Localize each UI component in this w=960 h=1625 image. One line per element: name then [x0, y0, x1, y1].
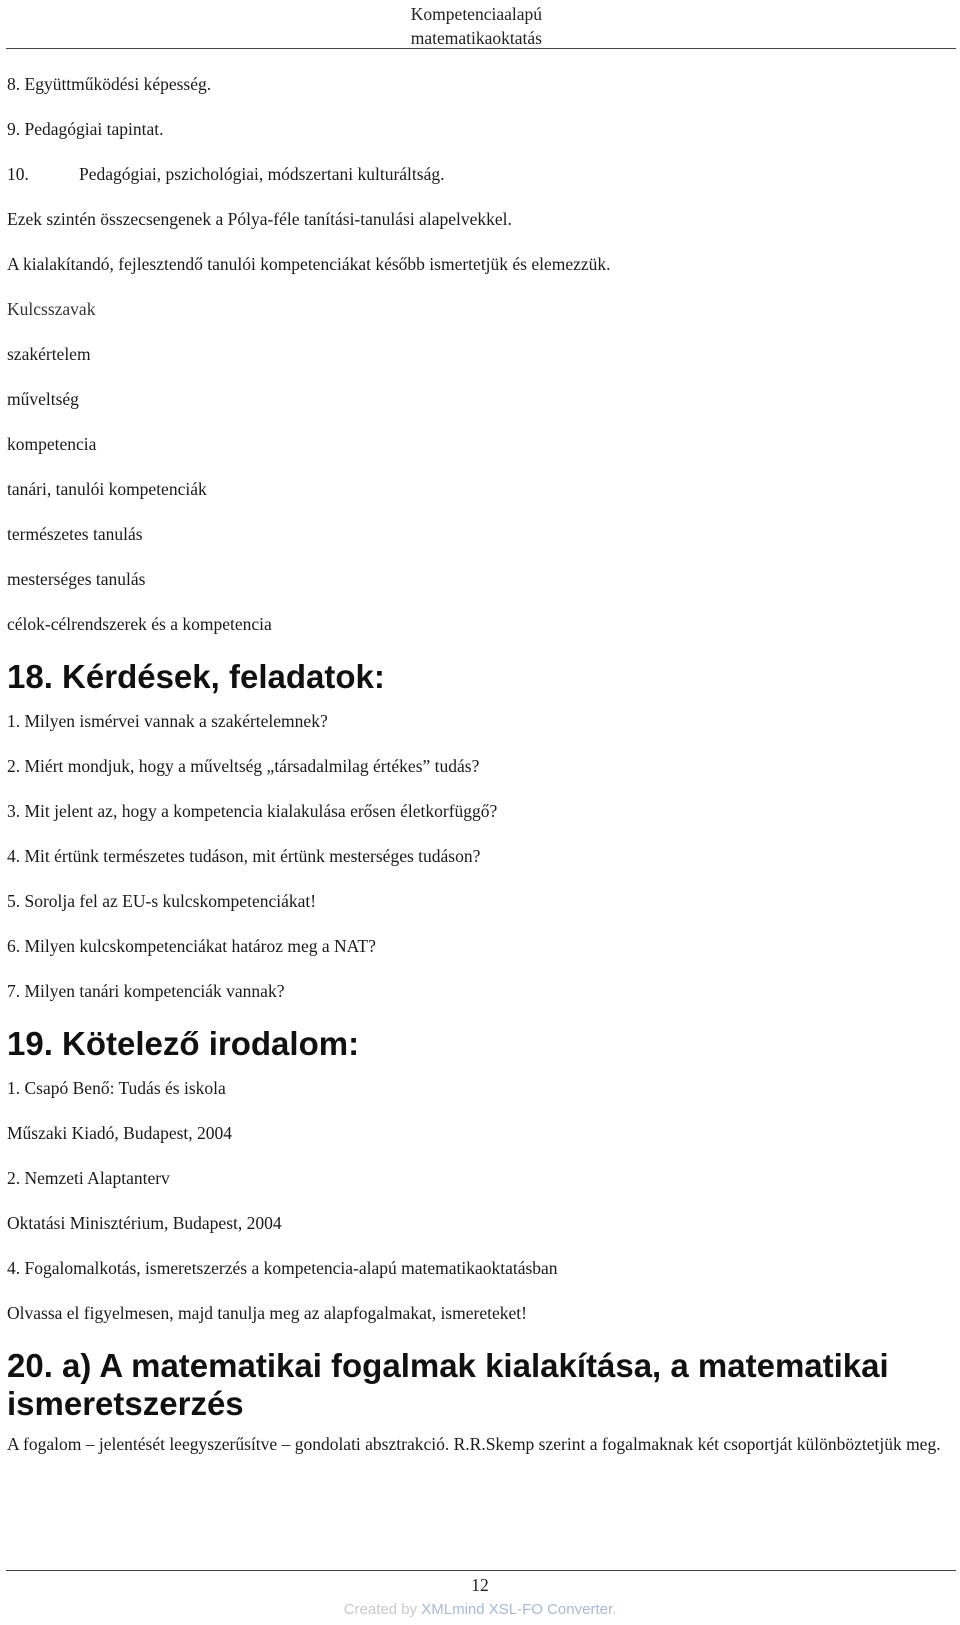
- reference-item: 2. Nemzeti Alaptanterv: [7, 1168, 170, 1188]
- question-item: 1. Milyen ismérvei vannak a szakértelemnek?: [7, 711, 328, 731]
- reference-item: Oktatási Minisztérium, Budapest, 2004: [7, 1213, 282, 1233]
- list-item-text: Együttműködési képesség.: [24, 74, 212, 94]
- list-item-text: Pedagógiai tapintat.: [24, 119, 164, 139]
- list-item: [7, 118, 955, 140]
- question-item: 2. Miért mondjuk, hogy a műveltség „társadalmilag értékes” tudás?: [7, 756, 480, 776]
- keyword-item: mesterséges tanulás: [7, 569, 146, 589]
- list-item-text: 8.: [7, 74, 21, 94]
- section-heading: 19. Kötelező irodalom:: [7, 1025, 360, 1062]
- reference-item: 1. Csapó Benő: Tudás és iskola: [7, 1078, 226, 1098]
- credit-prefix: Created by: [343, 1601, 422, 1618]
- question-item: 6. Milyen kulcskompetenciákat határoz meg a NAT?: [7, 936, 376, 956]
- reference-item: 4. Fogalomalkotás, ismeretszerzés a kompetencia-alapú matematikaoktatásban: [7, 1258, 558, 1278]
- question-item: 7. Milyen tanári kompetenciák vannak?: [7, 981, 285, 1001]
- header-line-1: Kompetenciaalapú: [410, 4, 542, 24]
- keyword-item: kompetencia: [7, 434, 97, 454]
- question-item: 4. Mit értünk természetes tudáson, mit értünk mesterséges tudáson?: [7, 846, 481, 866]
- list-item: [7, 163, 955, 185]
- page-number: 12: [471, 1575, 489, 1595]
- header-line-2: matematikaoktatás: [410, 28, 542, 48]
- converter-credit: [0, 1600, 960, 1620]
- keyword-item: természetes tanulás: [7, 524, 143, 544]
- keyword-item: célok-célrendszerek és a kompetencia: [7, 614, 272, 634]
- question-item: 5. Sorolja fel az EU-s kulcskompetenciákat!: [7, 891, 317, 911]
- keyword-item: szakértelem: [7, 344, 91, 364]
- list-item-text: Pedagógiai, pszichológiai, módszertani kulturáltság.: [79, 164, 445, 184]
- keyword-item: tanári, tanulói kompetenciák: [7, 479, 207, 499]
- paragraph: A kialakítandó, fejlesztendő tanulói kompetenciákat később ismertetjük és elemezzük.: [7, 254, 611, 274]
- keyword-item: műveltség: [7, 389, 79, 409]
- section-heading: 18. Kérdések, feladatok:: [7, 658, 385, 695]
- question-item: 3. Mit jelent az, hogy a kompetencia kialakulása erősen életkorfüggő?: [7, 801, 498, 821]
- reference-item: Műszaki Kiadó, Budapest, 2004: [7, 1123, 233, 1143]
- list-item: [7, 73, 955, 95]
- keywords-heading: Kulcsszavak: [7, 299, 96, 319]
- credit-brand: XMLmind XSL-FO Converter: [421, 1601, 613, 1618]
- footer-rule: [6, 1570, 956, 1571]
- running-header: [411, 2, 542, 50]
- reference-item: Olvassa el figyelmesen, majd tanulja meg az alapfogalmakat, ismereteket!: [7, 1303, 527, 1323]
- list-item-text: 9.: [7, 119, 21, 139]
- credit-suffix: .: [612, 1601, 617, 1618]
- paragraph: A fogalom – jelentését leegyszerűsítve – gondolati absztrakció. R.R.Skemp szerint a fogalmaknak két csoportját különböztetjük meg.: [7, 1434, 941, 1454]
- page-content: [7, 73, 955, 1455]
- paragraph: Ezek szintén összecsengenek a Pólya-féle tanítási-tanulási alapelvekkel.: [7, 209, 512, 229]
- header-rule: [6, 48, 956, 49]
- section-heading: 20. a) A matematikai fogalmak kialakítása, a matematikai ismeretszerzés: [7, 1347, 889, 1422]
- list-item-number: 10.: [7, 164, 29, 184]
